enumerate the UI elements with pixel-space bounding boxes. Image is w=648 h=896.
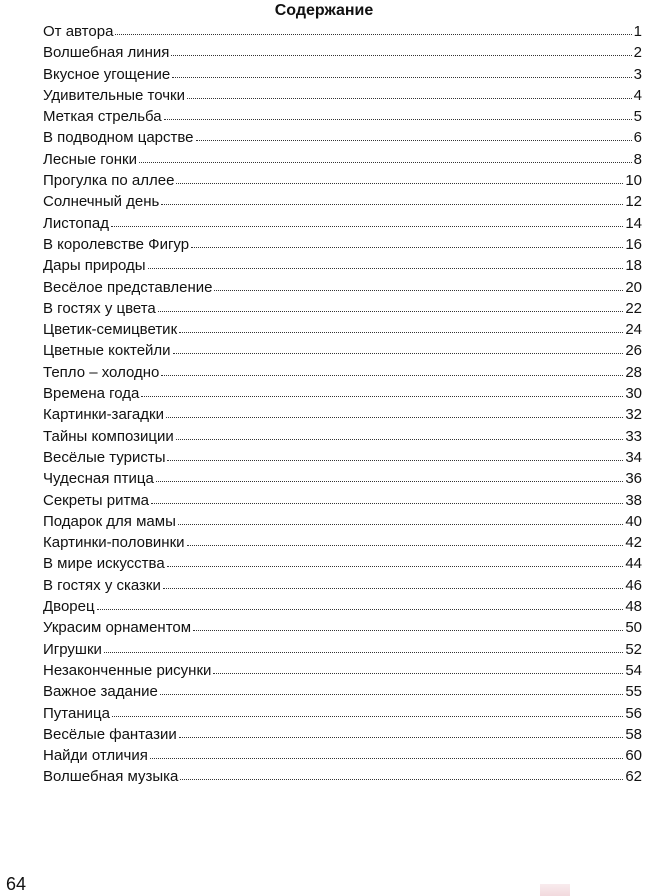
dot-leader — [179, 326, 623, 333]
dot-leader — [193, 624, 623, 631]
toc-entry-title: Солнечный день — [43, 193, 160, 211]
toc-entry-title: Листопад — [43, 214, 109, 232]
toc-entry — [43, 213, 642, 234]
toc-entry-page: 24 — [625, 321, 642, 339]
dot-leader — [167, 454, 623, 461]
toc-entry-title: В гостях у цвета — [43, 299, 156, 317]
toc-entry-page: 56 — [625, 704, 642, 722]
toc-entry-title: Весёлое представление — [43, 278, 213, 296]
toc-entry-page: 22 — [625, 299, 642, 317]
toc-entry-page: 58 — [625, 725, 642, 743]
dot-leader — [111, 220, 623, 227]
toc-entry — [43, 532, 642, 553]
toc-entry-title: Путаница — [43, 704, 110, 722]
page-number: 64 — [6, 874, 27, 894]
toc-entry — [43, 255, 642, 276]
dot-leader — [139, 156, 632, 163]
toc-entry — [43, 724, 642, 745]
toc-entry-page: 5 — [633, 108, 642, 126]
toc-entry-page: 32 — [625, 406, 642, 424]
toc-entry — [43, 426, 642, 447]
toc-entry — [43, 575, 642, 596]
toc-entry — [43, 766, 642, 787]
toc-entry-page: 42 — [625, 534, 642, 552]
toc-entry-title: Цветные коктейли — [43, 342, 171, 360]
toc-entry-page: 1 — [633, 23, 642, 40]
dot-leader — [115, 28, 631, 35]
toc-entry-title: В королевстве Фигур — [43, 235, 190, 253]
toc-entry-title: Цветик-семицветик — [43, 321, 178, 339]
toc-entry-title: Прогулка по аллее — [43, 172, 175, 190]
toc-entry-page: 16 — [625, 235, 642, 253]
toc-entry — [43, 447, 642, 468]
toc-entry-page: 48 — [625, 598, 642, 616]
dot-leader — [112, 710, 623, 717]
toc-entry-page: 8 — [633, 150, 642, 168]
toc-entry-title: Дары природы — [43, 257, 146, 275]
toc-entry-title: Времена года — [43, 385, 140, 403]
dot-leader — [161, 198, 623, 205]
corner-mark — [540, 884, 570, 896]
toc-entry — [43, 639, 642, 660]
toc-entry-page: 3 — [633, 65, 642, 83]
dot-leader — [191, 241, 623, 248]
toc-entry-page: 60 — [625, 747, 642, 765]
toc-entry-title: Игрушки — [43, 640, 102, 658]
toc-entry-page: 26 — [625, 342, 642, 360]
toc-entry-title: Украсим орнаментом — [43, 619, 192, 637]
toc-entry-title: В мире искусства — [43, 555, 165, 573]
toc-entry — [43, 660, 642, 681]
dot-leader — [151, 497, 623, 504]
toc-entry-page: 2 — [633, 44, 642, 62]
toc-entry — [43, 170, 642, 191]
dot-leader — [214, 284, 623, 291]
toc-entry-title: Весёлые фантазии — [43, 725, 177, 743]
dot-leader — [179, 731, 624, 738]
toc-entry — [43, 298, 642, 319]
toc-entry — [43, 106, 642, 127]
toc-entry-page: 55 — [625, 683, 642, 701]
dot-leader — [187, 539, 624, 546]
toc-entry-page: 33 — [625, 427, 642, 445]
toc-entry-title: Вкусное угощение — [43, 65, 171, 83]
dot-leader — [171, 49, 631, 56]
dot-leader — [164, 113, 632, 120]
dot-leader — [187, 92, 632, 99]
toc-entry-title: Меткая стрельба — [43, 108, 162, 126]
toc-entry-page: 14 — [625, 214, 642, 232]
toc-entry-page: 50 — [625, 619, 642, 637]
toc-entry-title: Лесные гонки — [43, 150, 137, 168]
dot-leader — [148, 262, 624, 269]
toc-entry — [43, 362, 642, 383]
toc-entry-title: В подводном царстве — [43, 129, 194, 147]
toc-entry-page: 36 — [625, 470, 642, 488]
toc-entry-title: Подарок для мамы — [43, 512, 176, 530]
dot-leader — [196, 134, 632, 141]
toc-entry-page: 6 — [633, 129, 642, 147]
toc-entry-page: 38 — [625, 491, 642, 509]
dot-leader — [167, 560, 624, 567]
dot-leader — [141, 390, 623, 397]
toc-entry — [43, 149, 642, 170]
toc-entry-title: Чудесная птица — [43, 470, 154, 488]
toc-entry-title: Найди отличия — [43, 747, 148, 765]
toc-entry-page: 40 — [625, 512, 642, 530]
dot-leader — [160, 688, 623, 695]
toc-entry-title: Весёлые туристы — [43, 448, 166, 466]
dot-leader — [150, 752, 623, 759]
toc-entry-title: Тепло – холодно — [43, 363, 160, 381]
dot-leader — [173, 347, 624, 354]
dot-leader — [213, 667, 623, 674]
toc-entry — [43, 468, 642, 489]
toc-entry-title: Волшебная линия — [43, 44, 170, 62]
dot-leader — [172, 71, 631, 78]
dot-leader — [156, 475, 623, 482]
toc-entry-title: Тайны композиции — [43, 427, 174, 445]
toc-entry-title: Картинки-половинки — [43, 534, 185, 552]
toc-entry-title: Важное задание — [43, 683, 158, 701]
toc-entry — [43, 277, 642, 298]
toc-entry-title: Волшебная музыка — [43, 768, 179, 786]
toc-entry-title: Секреты ритма — [43, 491, 149, 509]
toc-entry-page: 46 — [625, 576, 642, 594]
toc-entry — [43, 234, 642, 255]
dot-leader — [97, 603, 624, 610]
dot-leader — [180, 773, 623, 780]
toc-entry-title: Дворец — [43, 598, 95, 616]
dot-leader — [176, 177, 623, 184]
toc-entry — [43, 42, 642, 63]
toc-entry — [43, 404, 642, 425]
toc-entry-title: Картинки-загадки — [43, 406, 164, 424]
toc-entry-page: 54 — [625, 661, 642, 679]
dot-leader — [176, 433, 624, 440]
toc-entry — [43, 319, 642, 340]
toc-entry-title: Удивительные точки — [43, 86, 185, 104]
toc-entry — [43, 340, 642, 361]
toc-entry-title: В гостях у сказки — [43, 576, 161, 594]
page-title: Содержание — [274, 2, 374, 19]
toc-entry — [43, 617, 642, 638]
toc-entry — [43, 596, 642, 617]
toc-entry — [43, 553, 642, 574]
toc-entry — [43, 511, 642, 532]
dot-leader — [158, 305, 624, 312]
dot-leader — [163, 582, 623, 589]
toc-entry — [43, 681, 642, 702]
toc-entry-page: 34 — [625, 448, 642, 466]
toc-entry-page: 20 — [625, 278, 642, 296]
toc-entry-page: 28 — [625, 363, 642, 381]
toc-entry-page: 52 — [625, 640, 642, 658]
toc-entry-page: 62 — [625, 768, 642, 786]
dot-leader — [161, 369, 623, 376]
toc-entry — [43, 191, 642, 212]
toc-entry-page: 4 — [633, 86, 642, 104]
toc-entry — [43, 490, 642, 511]
toc-entry — [43, 127, 642, 148]
toc-entry — [43, 703, 642, 724]
dot-leader — [166, 411, 623, 418]
toc-entry-title: От автора — [43, 23, 114, 40]
toc-entry — [43, 21, 642, 42]
toc-entry — [43, 64, 642, 85]
toc-entry-page: 30 — [625, 385, 642, 403]
toc-entry-page: 10 — [625, 172, 642, 190]
dot-leader — [104, 646, 623, 653]
toc-entry — [43, 383, 642, 404]
toc-entry — [43, 85, 642, 106]
toc-entry — [43, 745, 642, 766]
toc-entry-title: Незаконченные рисунки — [43, 661, 212, 679]
toc-entry-page: 12 — [625, 193, 642, 211]
table-of-contents — [43, 21, 642, 788]
toc-entry-page: 18 — [625, 257, 642, 275]
dot-leader — [178, 518, 623, 525]
toc-entry-page: 44 — [625, 555, 642, 573]
